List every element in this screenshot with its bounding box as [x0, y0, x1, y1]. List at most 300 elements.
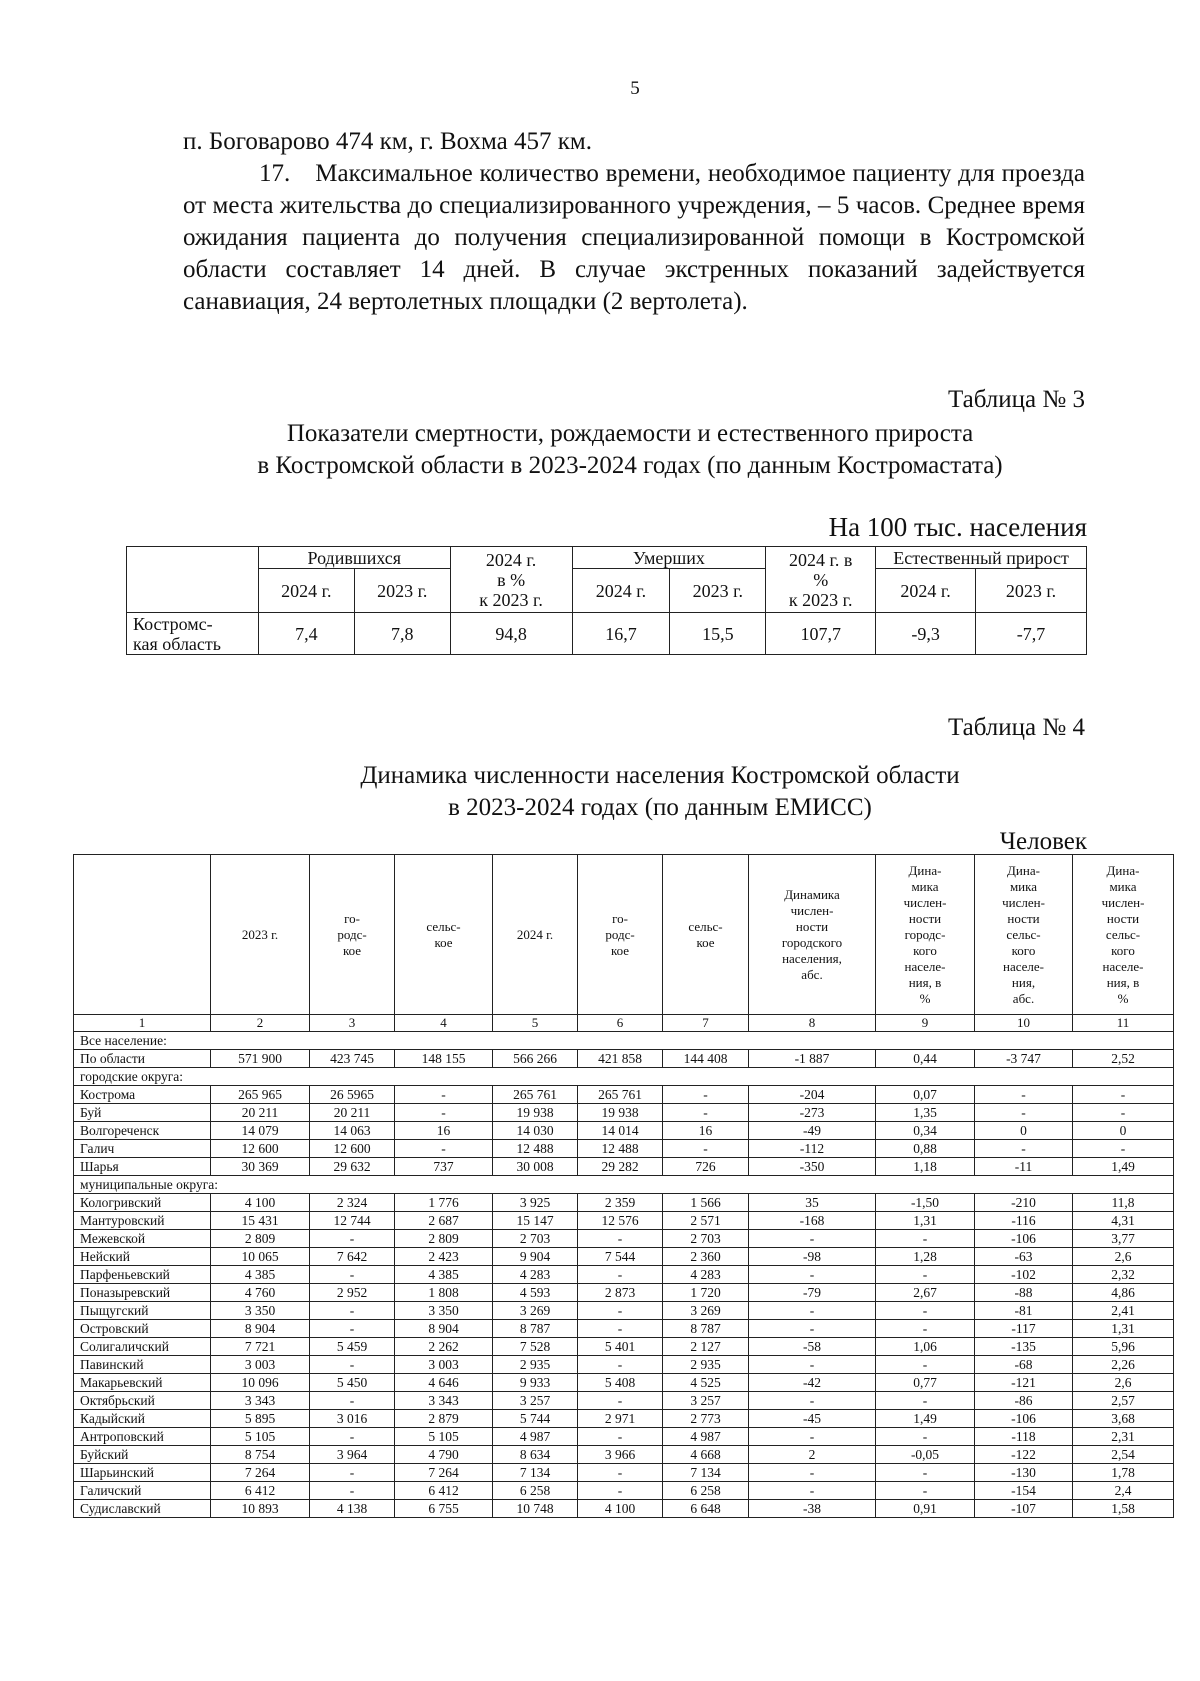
table4-cell: -	[876, 1230, 975, 1248]
table4-cell: 3 257	[663, 1392, 749, 1410]
table4-cell: -3 747	[975, 1050, 1073, 1068]
table4-cell: 2 971	[578, 1410, 663, 1428]
table4-cell: 6 412	[211, 1482, 310, 1500]
table4-cell: 10 065	[211, 1248, 310, 1266]
table3-row-name-line1: Костромс-	[133, 613, 213, 634]
table4-cell: 726	[663, 1158, 749, 1176]
table4-cell: -11	[975, 1158, 1073, 1176]
table4-cell: 4 790	[395, 1446, 493, 1464]
table4-cell: -	[663, 1104, 749, 1122]
table4-cell: 16	[663, 1122, 749, 1140]
table4-cell: 4,31	[1073, 1212, 1174, 1230]
table4-cell: 1,31	[876, 1212, 975, 1230]
table4-cell: -121	[975, 1374, 1073, 1392]
table4-cell: 1 720	[663, 1284, 749, 1302]
table4-cell: 6 258	[493, 1482, 578, 1500]
table3-head-born-2024: 2024 г.	[258, 569, 354, 613]
table4-cell: 0	[1073, 1122, 1174, 1140]
table4-label: Таблица № 4	[947, 714, 1085, 741]
table4-cell: 3 269	[493, 1302, 578, 1320]
table4-cell: 2,32	[1073, 1266, 1174, 1284]
table4-cell: 2 423	[395, 1248, 493, 1266]
table4-header-cell: Дина- мика числен- ности сельс- кого населе- ния, в %	[1073, 855, 1174, 1015]
table4-cell: 8 754	[211, 1446, 310, 1464]
table4-cell: 0,91	[876, 1500, 975, 1518]
table3-unit: На 100 тыс. населения	[828, 512, 1087, 542]
table4-cell: -79	[749, 1284, 876, 1302]
table4-cell: -68	[975, 1356, 1073, 1374]
table4-cell: -81	[975, 1302, 1073, 1320]
table4-cell: 2 127	[663, 1338, 749, 1356]
table3-head-pct-died-line3: к 2023 г.	[788, 589, 853, 610]
table4-cell: 8 787	[663, 1320, 749, 1338]
table4-cell: -	[876, 1392, 975, 1410]
table4-header-cell: сельс- кое	[663, 855, 749, 1015]
table4	[73, 854, 1174, 1518]
table4-row	[74, 1104, 1174, 1122]
table4-cell: -	[310, 1428, 395, 1446]
table4-cell: 0,07	[876, 1086, 975, 1104]
table3-head-pct-born-line2: в %	[497, 569, 526, 590]
table4-cell: 6 648	[663, 1500, 749, 1518]
table4-cell: -	[395, 1140, 493, 1158]
table4-cell: -102	[975, 1266, 1073, 1284]
table4-cell: 14 079	[211, 1122, 310, 1140]
table4-row	[74, 1212, 1174, 1230]
table4-cell: 4,86	[1073, 1284, 1174, 1302]
table4-section-label: городские округа:	[74, 1068, 1174, 1086]
table4-cell: 6 258	[663, 1482, 749, 1500]
paragraph-17: 17. Максимальное количество времени, необходимое пациенту для проезда от места жительства до специализированного учреждения, – 5 часов. Среднее время ожидания пациента до получения специализированной помощи в Костромской области составляет 14 дней. В случае экстренных показаний задействуется санавиация, 24 вертолетных площадки (2 вертолета).	[183, 160, 1085, 315]
table4-cell: 2 879	[395, 1410, 493, 1428]
table4-cell: 2	[749, 1446, 876, 1464]
table4-cell: 14 063	[310, 1122, 395, 1140]
table4-cell: 3,77	[1073, 1230, 1174, 1248]
table4-cell: 2 359	[578, 1194, 663, 1212]
table4-cell: 2 809	[395, 1230, 493, 1248]
table4-cell: -	[1073, 1086, 1174, 1104]
table4-cell: -168	[749, 1212, 876, 1230]
table4-cell: 737	[395, 1158, 493, 1176]
table4-cell: -	[749, 1392, 876, 1410]
table4-cell: 7 721	[211, 1338, 310, 1356]
table4-cell: 144 408	[663, 1050, 749, 1068]
table4-cell: -	[749, 1428, 876, 1446]
table4-row-name: Межевской	[74, 1230, 211, 1248]
table4-cell: 421 858	[578, 1050, 663, 1068]
table4-cell: -	[749, 1266, 876, 1284]
table4-cell: 4 593	[493, 1284, 578, 1302]
table4-cell: 14 030	[493, 1122, 578, 1140]
table4-col-number: 1	[74, 1015, 211, 1032]
table4-cell: -	[975, 1104, 1073, 1122]
table4-cell: -	[310, 1356, 395, 1374]
table4-cell: 2 687	[395, 1212, 493, 1230]
table4-cell: -	[578, 1428, 663, 1446]
table4-cell: 20 211	[310, 1104, 395, 1122]
table4-cell: 10 748	[493, 1500, 578, 1518]
table4-cell: -	[578, 1320, 663, 1338]
table4-cell: 1 566	[663, 1194, 749, 1212]
table4-cell: -107	[975, 1500, 1073, 1518]
table4-cell: -	[310, 1464, 395, 1482]
table4-cell: -	[310, 1320, 395, 1338]
table4-cell: -204	[749, 1086, 876, 1104]
table4-cell: 2,31	[1073, 1428, 1174, 1446]
table4-cell: -112	[749, 1140, 876, 1158]
table4-cell: -	[1073, 1104, 1174, 1122]
table4-cell: -116	[975, 1212, 1073, 1230]
table4-cell: 2,57	[1073, 1392, 1174, 1410]
table4-cell: 566 266	[493, 1050, 578, 1068]
table4-cell: 7 544	[578, 1248, 663, 1266]
table4-cell: -	[749, 1482, 876, 1500]
table4-cell: 14 014	[578, 1122, 663, 1140]
table4-cell: -117	[975, 1320, 1073, 1338]
table4-cell: 2,41	[1073, 1302, 1174, 1320]
table4-cell: 4 646	[395, 1374, 493, 1392]
table3-head-pct-died-line2: %	[813, 569, 829, 590]
table4-cell: -	[975, 1086, 1073, 1104]
table3-head-pct-died-line1: 2024 г. в	[789, 549, 853, 570]
table4-col-number: 3	[310, 1015, 395, 1032]
page-number: 5	[630, 78, 640, 99]
table4-cell: -42	[749, 1374, 876, 1392]
table4-cell: 15 147	[493, 1212, 578, 1230]
table4-cell: 571 900	[211, 1050, 310, 1068]
table4-cell: 2,26	[1073, 1356, 1174, 1374]
table4-cell: 3 003	[211, 1356, 310, 1374]
table4-cell: 0,34	[876, 1122, 975, 1140]
table4-cell: 2 703	[493, 1230, 578, 1248]
table4-cell: 29 282	[578, 1158, 663, 1176]
table4-cell: 0,77	[876, 1374, 975, 1392]
table4-cell: 3 003	[395, 1356, 493, 1374]
table4-cell: 29 632	[310, 1158, 395, 1176]
table4-cell: -1 887	[749, 1050, 876, 1068]
table4-cell: 2,67	[876, 1284, 975, 1302]
table4-cell: 19 938	[493, 1104, 578, 1122]
table4-title	[180, 760, 1140, 824]
table4-cell: 7 264	[395, 1464, 493, 1482]
table4-col-number: 8	[749, 1015, 876, 1032]
table3-cell: -7,7	[976, 613, 1087, 655]
table4-cell: 16	[395, 1122, 493, 1140]
table4-cell: 5 450	[310, 1374, 395, 1392]
table4-row-name: Судиславский	[74, 1500, 211, 1518]
table3-cell: 16,7	[572, 613, 670, 655]
table4-cell: 5 895	[211, 1410, 310, 1428]
table4-cell: 4 987	[493, 1428, 578, 1446]
table4-cell: -350	[749, 1158, 876, 1176]
table4-cell: -	[578, 1392, 663, 1410]
table4-cell: 4 385	[211, 1266, 310, 1284]
table4-row	[74, 1266, 1174, 1284]
table4-row	[74, 1230, 1174, 1248]
table4-cell: -	[663, 1140, 749, 1158]
table4-col-number: 10	[975, 1015, 1073, 1032]
table4-row-name: Солигаличский	[74, 1338, 211, 1356]
table4-cell: 2,54	[1073, 1446, 1174, 1464]
table4-cell: 9 933	[493, 1374, 578, 1392]
table4-cell: -49	[749, 1122, 876, 1140]
table4-header-cell: 2023 г.	[211, 855, 310, 1015]
table4-row-name: Островский	[74, 1320, 211, 1338]
table4-section-row	[74, 1068, 1174, 1086]
table4-col-number: 5	[493, 1015, 578, 1032]
table4-cell: 2 773	[663, 1410, 749, 1428]
table4-cell: 1,28	[876, 1248, 975, 1266]
table4-col-number: 7	[663, 1015, 749, 1032]
table4-cell: 2,6	[1073, 1248, 1174, 1266]
table4-cell: 0,88	[876, 1140, 975, 1158]
table4-row-name: По области	[74, 1050, 211, 1068]
table4-cell: 1,35	[876, 1104, 975, 1122]
table3-cell: 107,7	[766, 613, 876, 655]
table4-col-number: 11	[1073, 1015, 1174, 1032]
table3-head-pct-born-line1: 2024 г.	[485, 549, 537, 570]
table4-cell: 3 257	[493, 1392, 578, 1410]
table4-cell: -1,50	[876, 1194, 975, 1212]
table4-row-name: Нейский	[74, 1248, 211, 1266]
table4-cell: 8 634	[493, 1446, 578, 1464]
table4-cell: 1 808	[395, 1284, 493, 1302]
table3-cell: 7,8	[354, 613, 450, 655]
table4-header-cell: сельс- кое	[395, 855, 493, 1015]
table4-cell: 7 528	[493, 1338, 578, 1356]
table4-header-cell: Дина- мика числен- ности сельс- кого населе- ния, абс.	[975, 855, 1073, 1015]
table4-cell: 10 096	[211, 1374, 310, 1392]
table4-cell: 7 642	[310, 1248, 395, 1266]
table4-row	[74, 1140, 1174, 1158]
table3	[126, 546, 1087, 655]
table4-cell: 10 893	[211, 1500, 310, 1518]
table4-cell: -	[876, 1428, 975, 1446]
table4-cell: 6 755	[395, 1500, 493, 1518]
table3-title-line2: в Костромской области в 2023-2024 годах (по данным Костромастата)	[257, 452, 1003, 479]
table4-cell: 2 952	[310, 1284, 395, 1302]
table4-cell: 2 935	[663, 1356, 749, 1374]
table4-cell: -	[310, 1302, 395, 1320]
table4-row	[74, 1482, 1174, 1500]
table4-cell: 5 105	[211, 1428, 310, 1446]
table3-cell: 94,8	[450, 613, 572, 655]
table3-cell: 7,4	[258, 613, 354, 655]
table4-row	[74, 1086, 1174, 1104]
table4-cell: 12 744	[310, 1212, 395, 1230]
table3-head-pct-died	[766, 547, 876, 613]
table3-head-natural-2023: 2023 г.	[976, 569, 1087, 613]
table4-cell: -273	[749, 1104, 876, 1122]
table4-cell: 4 283	[663, 1266, 749, 1284]
table4-cell: 2,4	[1073, 1482, 1174, 1500]
table4-header-cell: 2024 г.	[493, 855, 578, 1015]
table4-cell: -	[310, 1482, 395, 1500]
table4-col-number: 4	[395, 1015, 493, 1032]
table4-title-line1: Динамика численности населения Костромской области	[360, 762, 960, 789]
table4-cell: -	[578, 1302, 663, 1320]
table4-cell: 5 459	[310, 1338, 395, 1356]
table4-cell: 2 809	[211, 1230, 310, 1248]
table4-cell: 3 925	[493, 1194, 578, 1212]
table4-cell: 265 965	[211, 1086, 310, 1104]
table4-cell: 3 350	[211, 1302, 310, 1320]
table4-row-name: Кострома	[74, 1086, 211, 1104]
table4-cell: 2 935	[493, 1356, 578, 1374]
table3-title-line1: Показатели смертности, рождаемости и естественного прироста	[286, 420, 974, 447]
table4-header-cell: Динамика числен- ности городского населения, абс.	[749, 855, 876, 1015]
table4-cell: -135	[975, 1338, 1073, 1356]
table4-cell: -130	[975, 1464, 1073, 1482]
table4-cell: -118	[975, 1428, 1073, 1446]
table4-cell: -	[749, 1356, 876, 1374]
table4-cell: 12 600	[310, 1140, 395, 1158]
table4-cell: 8 904	[211, 1320, 310, 1338]
table4-cell: 1,18	[876, 1158, 975, 1176]
table4-row-name: Павинский	[74, 1356, 211, 1374]
table4-row	[74, 1050, 1174, 1068]
table4-section-label: Все население:	[74, 1032, 1174, 1050]
table3-head-died-2024: 2024 г.	[572, 569, 670, 613]
table4-cell: 3 016	[310, 1410, 395, 1428]
table4-cell: 423 745	[310, 1050, 395, 1068]
table4-cell: 12 488	[493, 1140, 578, 1158]
table4-cell: 2 571	[663, 1212, 749, 1230]
table4-cell: -	[310, 1266, 395, 1284]
table4-row-name: Мантуровский	[74, 1212, 211, 1230]
table4-cell: 265 761	[578, 1086, 663, 1104]
table4-cell: 30 369	[211, 1158, 310, 1176]
table4-row	[74, 1284, 1174, 1302]
table4-section-label: муниципальные округа:	[74, 1176, 1174, 1194]
table3-head-pct-born	[450, 547, 572, 613]
table4-cell: -38	[749, 1500, 876, 1518]
table4-row	[74, 1410, 1174, 1428]
table4-cell: 15 431	[211, 1212, 310, 1230]
table4-row-name: Шарья	[74, 1158, 211, 1176]
table4-cell: 4 385	[395, 1266, 493, 1284]
table4-cell: -	[876, 1266, 975, 1284]
table4-cell: -	[578, 1266, 663, 1284]
table4-row-name: Парфеньевский	[74, 1266, 211, 1284]
table3-head-pct-born-line3: к 2023 г.	[479, 589, 543, 610]
table4-row	[74, 1446, 1174, 1464]
table4-cell: -88	[975, 1284, 1073, 1302]
table3-head-died-2023: 2023 г.	[670, 569, 766, 613]
table4-row	[74, 1356, 1174, 1374]
table4-cell: -	[578, 1230, 663, 1248]
table4-cell: 4 987	[663, 1428, 749, 1446]
table4-cell: 20 211	[211, 1104, 310, 1122]
table4-header-cell: Дина- мика числен- ности городс- кого населе- ния, в %	[876, 855, 975, 1015]
table4-row-name: Кологривский	[74, 1194, 211, 1212]
table4-row	[74, 1248, 1174, 1266]
table3-row-name	[127, 613, 259, 655]
table4-cell: 4 138	[310, 1500, 395, 1518]
table4-cell: 4 100	[211, 1194, 310, 1212]
table4-col-number: 9	[876, 1015, 975, 1032]
table4-cell: 148 155	[395, 1050, 493, 1068]
table4-cell: -	[749, 1302, 876, 1320]
table4-row	[74, 1392, 1174, 1410]
table4-cell: 19 938	[578, 1104, 663, 1122]
table4-cell: -	[876, 1356, 975, 1374]
table3-cell: 15,5	[670, 613, 766, 655]
table4-cell: 8 787	[493, 1320, 578, 1338]
table4-row-name: Макарьевский	[74, 1374, 211, 1392]
table4-cell: -45	[749, 1410, 876, 1428]
table4-cell: 2,6	[1073, 1374, 1174, 1392]
table4-cell: -	[749, 1230, 876, 1248]
table4-row-name: Буйский	[74, 1446, 211, 1464]
table4-cell: 8 904	[395, 1320, 493, 1338]
table3-row-name-line2: кая область	[133, 633, 221, 654]
table4-cell: -98	[749, 1248, 876, 1266]
table4-cell: -	[876, 1320, 975, 1338]
table4-cell: 3 343	[395, 1392, 493, 1410]
table4-cell: 5,96	[1073, 1338, 1174, 1356]
table4-cell: -	[876, 1302, 975, 1320]
table4-cell: 0,44	[876, 1050, 975, 1068]
table4-header-cell	[74, 855, 211, 1015]
table4-section-row	[74, 1032, 1174, 1050]
table4-cell: -	[578, 1482, 663, 1500]
table4-row	[74, 1158, 1174, 1176]
table4-cell: 7 134	[493, 1464, 578, 1482]
table4-row-name: Шарьинский	[74, 1464, 211, 1482]
table4-title-line2: в 2023-2024 годах (по данным ЕМИСС)	[448, 794, 872, 821]
table3-title	[150, 418, 1110, 482]
table4-cell: 4 100	[578, 1500, 663, 1518]
table4-cell: 30 008	[493, 1158, 578, 1176]
table4-cell: -154	[975, 1482, 1073, 1500]
table4-cell: 2 360	[663, 1248, 749, 1266]
table4-cell: -86	[975, 1392, 1073, 1410]
table4-cell: 1,49	[1073, 1158, 1174, 1176]
table4-cell: 5 744	[493, 1410, 578, 1428]
table4-cell: 7 134	[663, 1464, 749, 1482]
table4-cell: -	[578, 1356, 663, 1374]
table4-cell: -122	[975, 1446, 1073, 1464]
table4-cell: 11,8	[1073, 1194, 1174, 1212]
table4-row-name: Галич	[74, 1140, 211, 1158]
table4-cell: 9 904	[493, 1248, 578, 1266]
table4-cell: 3 966	[578, 1446, 663, 1464]
table4-cell: 1 776	[395, 1194, 493, 1212]
table4-cell: 4 525	[663, 1374, 749, 1392]
table4-col-number: 6	[578, 1015, 663, 1032]
table4-header-cell: го- родс- кое	[578, 855, 663, 1015]
table4-cell: 2 703	[663, 1230, 749, 1248]
table4-row	[74, 1374, 1174, 1392]
table4-row-name: Буй	[74, 1104, 211, 1122]
table4-row	[74, 1464, 1174, 1482]
table4-cell: -	[1073, 1140, 1174, 1158]
table4-cell: 5 408	[578, 1374, 663, 1392]
table4-cell: -	[663, 1086, 749, 1104]
table4-cell: -	[578, 1464, 663, 1482]
table3-corner	[127, 547, 259, 613]
table4-cell: 1,31	[1073, 1320, 1174, 1338]
table4-cell: -58	[749, 1338, 876, 1356]
table4-cell: 1,06	[876, 1338, 975, 1356]
table3-cell: -9,3	[876, 613, 976, 655]
table4-cell: 2 873	[578, 1284, 663, 1302]
table4-cell: 0	[975, 1122, 1073, 1140]
table4-row	[74, 1500, 1174, 1518]
table3-head-natural: Естественный прирост	[876, 547, 1087, 569]
table4-cell: 4 760	[211, 1284, 310, 1302]
